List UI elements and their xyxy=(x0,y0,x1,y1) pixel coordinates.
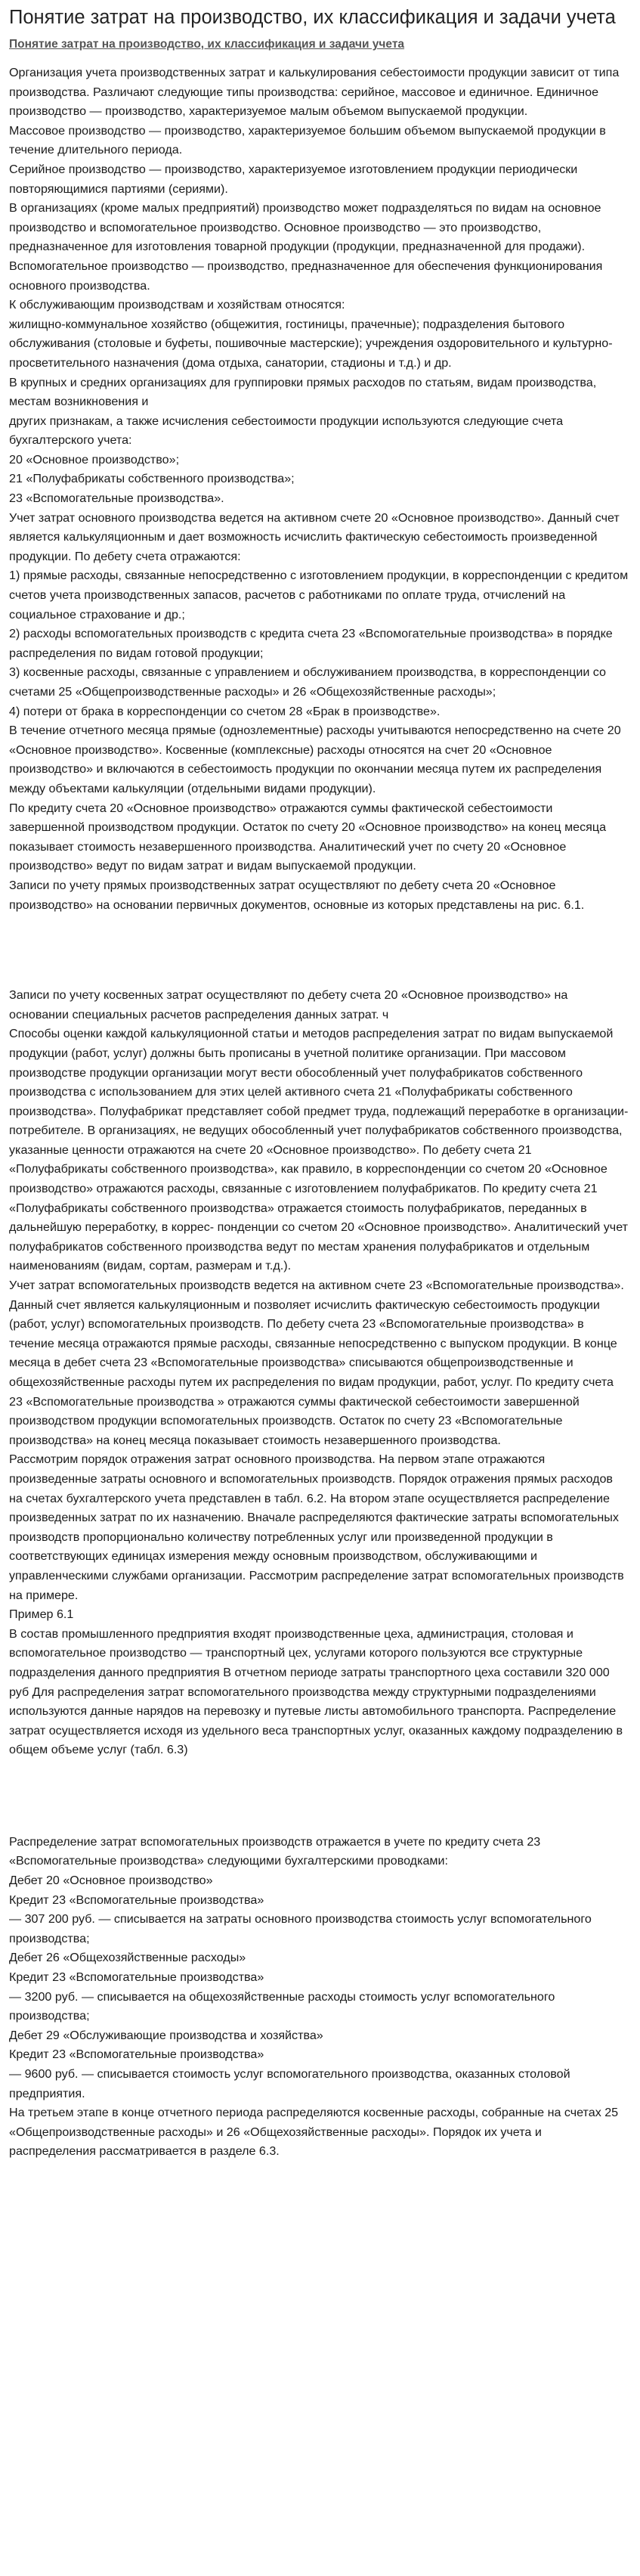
paragraph: Рассмотрим порядок отражения затрат основного производства. На первом этапе отражаются произведенные затраты основного и вспомогательных производств. Порядок отражения прямых расходов на счетах бухгалтерского учета представлен в табл. 6.2. На втором этапе осуществляется распределение произведенных затрат по их назначению. Вначале распределяются фактические затраты вспомогательных производств пропорционально количеству потребленных услуг или произведенной продукции в соответствующих единицах измерения между основным производством, обслуживающими и управленческими службами организации. Рассмотрим распределение затрат вспомогательных производств на примере. xyxy=(9,1452,624,1602)
paragraph: Кредит 23 «Вспомогательные производства» xyxy=(9,1892,264,1907)
paragraph: В течение отчетного месяца прямые (однозлементные) расходы учитываются непосредственно на счете 20 «Основное производство». Косвенные (комплексные) расходы относятся на счет 20 «Основное производство» и включаются в себестоимость продукции по окончании месяца путем их распределения между объектами калькуляции (отдельными видами продукции). xyxy=(9,724,621,795)
paragraph: 21 «Полуфабрикаты собственного производства»; xyxy=(9,472,295,486)
paragraph: Записи по учету косвенных затрат осуществляют по дебету счета 20 «Основное производство» на основании специальных расчетов распределения данных затрат. ч xyxy=(9,988,568,1021)
paragraph: 2) расходы вспомогательных производств с кредита счета 23 «Вспомогательные производства» в порядке распределения по видам готовой продукции; xyxy=(9,627,613,660)
paragraph: Дебет 26 «Общехозяйственные расходы» xyxy=(9,1951,246,1965)
paragraph: 20 «Основное производство»; xyxy=(9,452,180,467)
paragraph: Записи по учету прямых производственных затрат осуществляют по дебету счета 20 «Основное производство» на основании первичных документов, основные из которых представлены на рис. 6.1. xyxy=(9,878,585,912)
paragraph: В крупных и средних организациях для группировки прямых расходов по статьям, видам производства, местам возникновения и xyxy=(9,375,597,409)
paragraph: Учет затрат вспомогательных производств ведется на активном счете 23 «Вспомогательные производства». Данный счет является калькуляционным и позволяет исчислить фактическую себестоимость продукции (работ, услуг) вспомогательных производств. По дебету счета 23 «Вспомогательные производства» в течение месяца отражаются прямые расходы, связанные непосредственно с выпуском продукции. В конце месяца в дебет счета 23 «Вспомогательные производства» списываются общепроизводственные и общехозяйственные расходы путем их распределения по видам продукции, работ, услуг. По кредиту счета 23 «Вспомогательные производства » отражаются суммы фактической себестоимости завершенной производством продукции вспомогательных производств. Остаток по счету 23 «Вспомогательные производства» на конец месяца показывает стоимость незавершенного производства. xyxy=(9,1279,624,1447)
paragraph: других признакам, а также исчисления себестоимости продукции используются следующие счета бухгалтерского учета: xyxy=(9,414,564,448)
paragraph: Кредит 23 «Вспомогательные производства» xyxy=(9,1970,264,1985)
section-3 xyxy=(9,1833,629,2162)
article-title-link[interactable]: Понятие затрат на производство, их классификация и задачи учета xyxy=(9,38,405,51)
paragraph: К обслуживающим производствам и хозяйствам относятся: xyxy=(9,298,345,312)
paragraph: 4) потери от брака в корреспонденции со счетом 28 «Брак в производстве». xyxy=(9,704,441,718)
article-body xyxy=(9,64,629,2162)
paragraph: Кредит 23 «Вспомогательные производства» xyxy=(9,2047,264,2062)
paragraph: Учет затрат основного производства ведется на активном счете 20 «Основное производство». Данный счет является калькуляционным и дает возможность исчислить фактическую себестоимость произведенной продукции. По дебету счета отражаются: xyxy=(9,510,620,563)
paragraph: В организациях (кроме малых предприятий) производство может подразделяться по видам на основное производство и вспомогательное производство. Основное производство — это производство, предназначенное для изготовления товарной продукции (продукции, предназначенной для продажи). Вспомогательное производство — производство, предназначенное для обеспечения функционирования основного производства. xyxy=(9,201,603,293)
paragraph: — 307 200 руб. — списывается на затраты основного производства стоимость услуг вспомогательного производства; xyxy=(9,1912,592,1945)
table-placeholder xyxy=(9,1760,629,1833)
paragraph: Серийное производство — производство, характеризуемое изготовлением продукции периодически повторяющимися партиями (сериями). xyxy=(9,162,578,196)
section-1 xyxy=(9,64,629,915)
paragraph: Дебет 20 «Основное производство» xyxy=(9,1874,213,1888)
paragraph: В состав промышленного предприятия входят производственные цеха, администрация, столовая и вспомогательное производство — транспортный цех, услугами которого пользуются все структурные подразделения данного предприятия В отчетном периоде затраты транспортного цеха составили 320 000 руб Для распределения затрат вспомогательного производства между структурными подразделениями используются данные нарядов на перевозку и путевые листы автомобильного транспорта. Распределение затрат осуществляется исходя из удельного веса транспортных услуг, оказанных каждому подразделению в общем объеме услуг (табл. 6.3) xyxy=(9,1626,623,1757)
paragraph: 23 «Вспомогательные производства». xyxy=(9,491,224,506)
paragraph: — 3200 руб. — списывается на общехозяйственные расходы стоимость услуг вспомогательного производства; xyxy=(9,1989,555,2023)
paragraph: Массовое производство — производство, характеризуемое большим объемом выпускаемой продукции в течение длительного периода. xyxy=(9,123,606,157)
paragraph: Дебет 29 «Обслуживающие производства и хозяйства» xyxy=(9,2028,323,2042)
figure-placeholder xyxy=(9,915,629,986)
paragraph: На третьем этапе в конце отчетного периода распределяются косвенные расходы, собранные на счетах 25 «Общепроизводственные расходы» и 26 «Общехозяйственные расходы». Порядок их учета и распределения рассматривается в разделе 6.3. xyxy=(9,2106,619,2159)
paragraph: 3) косвенные расходы, связанные с управлением и обслуживанием производства, в корреспонденции со счетами 25 «Общепроизводственные расходы» и 26 «Общехозяйственные расходы»; xyxy=(9,665,606,699)
section-2 xyxy=(9,986,629,1760)
paragraph: Распределение затрат вспомогательных производств отражается в учете по кредиту счета 23 «Вспомогательные производства» следующими бухгалтерскими проводками: xyxy=(9,1834,541,1868)
paragraph: жилищно-коммунальное хозяйство (общежития, гостиницы, прачечные); подразделения бытового обслуживания (столовые и буфеты, пошивочные мастерские); учреждения оздоровительного и культурно-просветительного назначения (дома отдыха, санатории, стадионы и т.д.) и др. xyxy=(9,317,613,370)
paragraph: Организация учета производственных затрат и калькулирования себестоимости продукции зависит от типа производства. Различают следующие типы производства: серийное, массовое и единичное. Единичное производство — производство, характеризуемое малым объемом выпускаемой продукции. xyxy=(9,66,620,119)
paragraph: Способы оценки каждой калькуляционной статьи и методов распределения затрат по видам выпускаемой продукции (работ, услуг) должны быть прописаны в учетной политике организации. При массовом производстве продукции организации могут вести обособленный учет полуфабрикатов собственного производства с использованием для этих целей активного счета 21 «Полуфабрикаты собственного производства». Полуфабрикат представляет собой предмет труда, подлежащий переработке в организации-потребителе. В организациях, не ведущих обособленный учет полуфабрикатов собственного производства, указанные ценности отражаются на счете 20 «Основное производство». По дебету счета 21 «Полуфабрикаты собственного производства», как правило, в корреспонденции со счетом 20 «Основное производство» отражаются расходы, связанные с изготовлением полуфабрикатов. По кредиту счета 21 «Полуфабрикаты собственного производства» отражается стоимость полуфабрикатов, переданных в дальнейшую переработку, в коррес- понденции со счетом 20 «Основное производство». Аналитический учет полуфабрикатов собственного производства ведут по местам хранения полуфабрикатов и отдельным наименованиям (видам, сортам, размерам и т.д.). xyxy=(9,1027,629,1273)
paragraph: Пример 6.1 xyxy=(9,1607,74,1622)
paragraph: По кредиту счета 20 «Основное производство» отражаются суммы фактической себестоимости завершенной производством продукции. Остаток по счету 20 «Основное производство» на конец месяца показывает стоимость незавершенного производства. Аналитический учет по счету 20 «Основное производство» ведут по видам затрат и видам выпускаемой продукции. xyxy=(9,801,607,873)
page-title: Понятие затрат на производство, их классификация и задачи учета xyxy=(9,7,616,28)
paragraph: — 9600 руб. — списывается стоимость услуг вспомогательного производства, оказанных столовой предприятия. xyxy=(9,2067,570,2100)
paragraph: 1) прямые расходы, связанные непосредственно с изготовлением продукции, в корреспонденции с кредитом счетов учета производственных запасов, расчетов с работниками по оплате труда, отчислений на социальное страхование и др.; xyxy=(9,569,629,622)
